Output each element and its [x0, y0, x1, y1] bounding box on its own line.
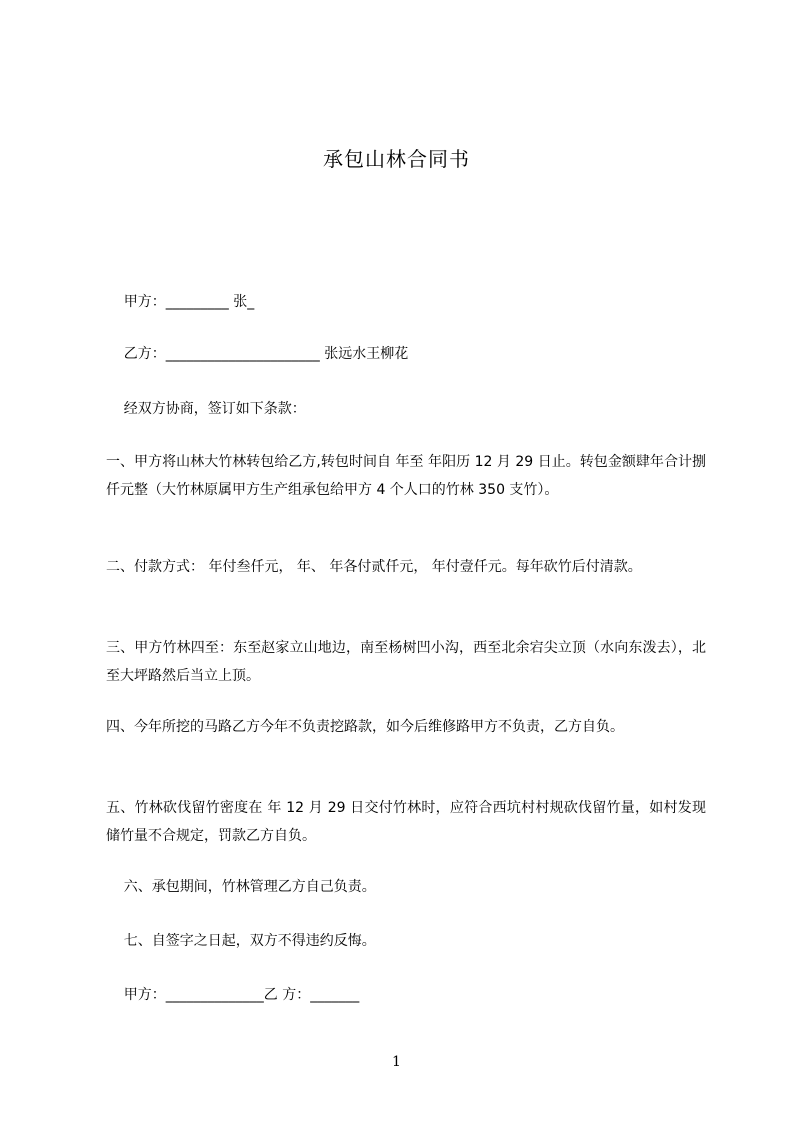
- clause-7: 七、自签字之日起，双方不得违约反悔。: [106, 933, 376, 949]
- party-a-line: 甲方：_________ 张_: [106, 294, 255, 310]
- clause-5: 五、竹林砍伐留竹密度在 年 12 月 29 日交付竹林时，应符合西坑村村规砍伐留竹量，如村发现储竹量不合规定，罚款乙方自负。: [106, 800, 706, 844]
- clause-4: 四、今年所挖的马路乙方今年不负责挖路款，如今后维修路甲方不负责，乙方自负。: [106, 719, 624, 735]
- party-b-line: 乙方：______________________ 张远水王柳花: [106, 346, 409, 362]
- clause-1: 一、甲方将山林大竹林转包给乙方,转包时间自 年至 年阳历 12 月 29 日止。转包金额肆年合计捌仟元整（大竹林原属甲方生产组承包给甲方 4 个人口的竹林 350 支竹）。: [106, 454, 706, 498]
- clause-2: 二、付款方式： 年付叁仟元， 年、 年各付贰仟元， 年付壹仟元。每年砍竹后付清款。: [106, 559, 642, 575]
- clause-3: 三、甲方竹林四至：东至赵家立山地边，南至杨树凹小沟，西至北余宕尖立顶（水向东泼去），北至大坪路然后当立上顶。: [106, 640, 706, 684]
- clause-6: 六、承包期间，竹林管理乙方自己负责。: [106, 879, 376, 895]
- signature-line: 甲方：______________乙 方：_______: [106, 987, 360, 1003]
- intro-line: 经双方协商，签订如下条款：: [106, 401, 306, 417]
- page-number: 1: [392, 1054, 401, 1070]
- contract-title: 承包山林合同书: [323, 147, 470, 171]
